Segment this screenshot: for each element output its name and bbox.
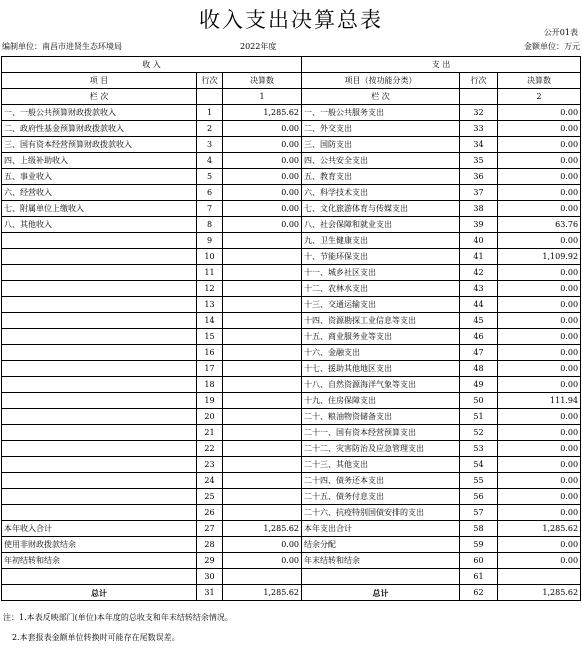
col-rowno-header: 行次 [197, 73, 223, 89]
income-amount: 1,285.62 [223, 521, 302, 537]
expense-item: 二十四、债务还本支出 [302, 473, 460, 489]
income-row-no: 30 [197, 569, 223, 585]
expense-row-no: 61 [460, 569, 498, 585]
income-row-no: 22 [197, 441, 223, 457]
table-row [2, 393, 581, 409]
income-amount [223, 473, 302, 489]
expense-row-no: 42 [460, 265, 498, 281]
income-total-amount: 1,285.62 [223, 585, 302, 601]
income-total-label: 总计 [2, 585, 197, 601]
total-row [2, 585, 581, 601]
expense-total-label: 总计 [302, 585, 460, 601]
budget-table [1, 56, 581, 601]
income-item [2, 425, 197, 441]
expense-row-no: 41 [460, 249, 498, 265]
income-amount [223, 569, 302, 585]
income-item [2, 489, 197, 505]
expense-row-no: 43 [460, 281, 498, 297]
column-header-row [2, 73, 581, 89]
expense-item: 二十二、灾害防治及应急管理支出 [302, 441, 460, 457]
page-title: 收入支出决算总表 [199, 8, 383, 32]
expense-row-no: 56 [460, 489, 498, 505]
expense-amount: 0.00 [498, 137, 581, 153]
expense-item: 二十六、抗疫特别国债安排的支出 [302, 505, 460, 521]
income-row-no: 21 [197, 425, 223, 441]
income-row-no: 11 [197, 265, 223, 281]
income-item [2, 265, 197, 281]
expense-item: 十三、交通运输支出 [302, 297, 460, 313]
table-row [2, 345, 581, 361]
expense-item: 八、社会保障和就业支出 [302, 217, 460, 233]
expense-row-no: 44 [460, 297, 498, 313]
income-item: 使用非财政拨款结余 [2, 537, 197, 553]
table-row [2, 153, 581, 169]
org-label: 编制单位：南昌市进贤生态环境局 [2, 42, 122, 51]
income-row-no: 1 [197, 105, 223, 121]
income-item [2, 377, 197, 393]
income-row-no: 19 [197, 393, 223, 409]
expense-item: 结余分配 [302, 537, 460, 553]
expense-amount: 0.00 [498, 233, 581, 249]
income-item [2, 281, 197, 297]
table-row [2, 553, 581, 569]
expense-item: 十四、资源勘探工业信息等支出 [302, 313, 460, 329]
income-item: 本年收入合计 [2, 521, 197, 537]
col-amount-header: 决算数 [223, 73, 302, 89]
income-row-no: 7 [197, 201, 223, 217]
expense-row-no: 58 [460, 521, 498, 537]
empty-cell [460, 89, 498, 105]
income-item [2, 473, 197, 489]
expense-row-no: 52 [460, 425, 498, 441]
table-row [2, 313, 581, 329]
income-item [2, 249, 197, 265]
income-amount: 0.00 [223, 217, 302, 233]
expense-row-no: 39 [460, 217, 498, 233]
expense-row-no: 34 [460, 137, 498, 153]
income-row-no: 26 [197, 505, 223, 521]
expense-header: 支 出 [302, 57, 581, 73]
expense-amount: 0.00 [498, 473, 581, 489]
income-total-row-no: 31 [197, 585, 223, 601]
table-row [2, 185, 581, 201]
expense-item: 十七、援助其他地区支出 [302, 361, 460, 377]
income-item: 二、政府性基金预算财政拨款收入 [2, 121, 197, 137]
income-amount [223, 393, 302, 409]
expense-amount: 0.00 [498, 489, 581, 505]
unit-label: 金额单位：万元 [524, 42, 580, 51]
expense-item: 十二、农林水支出 [302, 281, 460, 297]
income-row-no: 27 [197, 521, 223, 537]
expense-amount: 0.00 [498, 441, 581, 457]
table-row [2, 105, 581, 121]
income-item: 年初结转和结余 [2, 553, 197, 569]
expense-row-no: 54 [460, 457, 498, 473]
footnote: 注：1.本表反映部门(单位)本年度的总收支和年末结转结余情况。 [3, 613, 233, 622]
expense-amount: 63.76 [498, 217, 581, 233]
income-row-no: 4 [197, 153, 223, 169]
expense-row-no: 40 [460, 233, 498, 249]
expense-item [302, 569, 460, 585]
expense-amount: 1,109.92 [498, 249, 581, 265]
table-row [2, 201, 581, 217]
expense-item: 二十五、债务付息支出 [302, 489, 460, 505]
income-item [2, 457, 197, 473]
table-row [2, 265, 581, 281]
table-row [2, 121, 581, 137]
expense-amount: 0.00 [498, 329, 581, 345]
income-amount: 0.00 [223, 137, 302, 153]
income-header: 收 入 [2, 57, 302, 73]
expense-item: 五、教育支出 [302, 169, 460, 185]
income-item [2, 345, 197, 361]
expense-row-no: 45 [460, 313, 498, 329]
expense-amount: 0.00 [498, 297, 581, 313]
expense-row-no: 47 [460, 345, 498, 361]
income-row-no: 24 [197, 473, 223, 489]
expense-item: 十五、商业服务业等支出 [302, 329, 460, 345]
lanci-label: 栏 次 [2, 89, 197, 105]
expense-amount: 0.00 [498, 361, 581, 377]
table-row [2, 569, 581, 585]
expense-item: 二十一、国有资本经营预算支出 [302, 425, 460, 441]
expense-amount: 0.00 [498, 105, 581, 121]
col-amount-header: 决算数 [498, 73, 581, 89]
expense-amount: 0.00 [498, 345, 581, 361]
empty-cell [197, 89, 223, 105]
income-row-no: 9 [197, 233, 223, 249]
expense-item: 四、公共安全支出 [302, 153, 460, 169]
income-item: 八、其他收入 [2, 217, 197, 233]
income-amount: 0.00 [223, 185, 302, 201]
col-rowno-header: 行次 [460, 73, 498, 89]
income-item [2, 569, 197, 585]
income-amount [223, 345, 302, 361]
income-amount [223, 441, 302, 457]
expense-total-amount: 1,285.62 [498, 585, 581, 601]
income-amount: 0.00 [223, 169, 302, 185]
expense-item: 十九、住房保障支出 [302, 393, 460, 409]
income-amount [223, 249, 302, 265]
income-item [2, 441, 197, 457]
income-amount [223, 457, 302, 473]
expense-row-no: 60 [460, 553, 498, 569]
expense-row-no: 59 [460, 537, 498, 553]
expense-row-no: 35 [460, 153, 498, 169]
income-amount [223, 281, 302, 297]
expense-item: 七、文化旅游体育与传媒支出 [302, 201, 460, 217]
expense-amount: 0.00 [498, 265, 581, 281]
expense-row-no: 53 [460, 441, 498, 457]
expense-item: 十八、自然资源海洋气象等支出 [302, 377, 460, 393]
income-row-no: 5 [197, 169, 223, 185]
income-amount [223, 377, 302, 393]
expense-amount: 1,285.62 [498, 521, 581, 537]
income-row-no: 17 [197, 361, 223, 377]
table-row [2, 137, 581, 153]
report-year: 2022年度 [240, 42, 277, 51]
income-row-no: 13 [197, 297, 223, 313]
expense-row-no: 38 [460, 201, 498, 217]
expense-amount: 0.00 [498, 537, 581, 553]
income-row-no: 2 [197, 121, 223, 137]
table-row [2, 409, 581, 425]
footnote: 2.本套报表金额单位转换时可能存在尾数误差。 [12, 633, 180, 642]
expense-amount: 0.00 [498, 201, 581, 217]
col-item-header: 项 目 [2, 73, 197, 89]
table-row [2, 441, 581, 457]
income-amount [223, 425, 302, 441]
expense-item: 六、科学技术支出 [302, 185, 460, 201]
col-item-func-header: 项目（按功能分类） [302, 73, 460, 89]
expense-amount: 0.00 [498, 153, 581, 169]
expense-row-no: 57 [460, 505, 498, 521]
income-item [2, 297, 197, 313]
lanci-label: 栏 次 [302, 89, 460, 105]
table-row [2, 473, 581, 489]
income-item [2, 409, 197, 425]
table-row [2, 505, 581, 521]
expense-amount: 0.00 [498, 281, 581, 297]
income-row-no: 15 [197, 329, 223, 345]
income-item [2, 361, 197, 377]
expense-amount: 0.00 [498, 409, 581, 425]
income-amount: 0.00 [223, 553, 302, 569]
expense-item: 九、卫生健康支出 [302, 233, 460, 249]
income-row-no: 25 [197, 489, 223, 505]
income-row-no: 3 [197, 137, 223, 153]
section-header-row [2, 57, 581, 73]
expense-amount: 0.00 [498, 121, 581, 137]
income-item [2, 329, 197, 345]
income-amount: 0.00 [223, 537, 302, 553]
expense-item: 二、外交支出 [302, 121, 460, 137]
table-row [2, 281, 581, 297]
expense-amount: 111.94 [498, 393, 581, 409]
income-amount [223, 329, 302, 345]
income-amount [223, 265, 302, 281]
income-item: 一、一般公共预算财政拨款收入 [2, 105, 197, 121]
table-row [2, 329, 581, 345]
expense-row-no: 37 [460, 185, 498, 201]
income-amount [223, 361, 302, 377]
income-amount: 0.00 [223, 201, 302, 217]
table-row [2, 361, 581, 377]
table-row [2, 297, 581, 313]
table-row [2, 217, 581, 233]
income-row-no: 28 [197, 537, 223, 553]
table-row [2, 377, 581, 393]
expense-item: 十六、金融支出 [302, 345, 460, 361]
table-row [2, 249, 581, 265]
income-row-no: 23 [197, 457, 223, 473]
income-amount: 0.00 [223, 153, 302, 169]
expense-amount [498, 569, 581, 585]
expense-amount: 0.00 [498, 457, 581, 473]
income-amount [223, 489, 302, 505]
income-amount [223, 233, 302, 249]
lanci-row [2, 89, 581, 105]
table-row [2, 521, 581, 537]
income-item: 七、附属单位上缴收入 [2, 201, 197, 217]
expense-amount: 0.00 [498, 185, 581, 201]
table-row [2, 457, 581, 473]
income-row-no: 29 [197, 553, 223, 569]
expense-item: 十一、城乡社区支出 [302, 265, 460, 281]
expense-item: 本年支出合计 [302, 521, 460, 537]
expense-row-no: 33 [460, 121, 498, 137]
expense-amount: 0.00 [498, 553, 581, 569]
lanci-col1: 1 [223, 89, 302, 105]
income-item [2, 393, 197, 409]
income-amount: 1,285.62 [223, 105, 302, 121]
income-amount [223, 313, 302, 329]
income-row-no: 8 [197, 217, 223, 233]
income-amount: 0.00 [223, 121, 302, 137]
income-amount [223, 409, 302, 425]
expense-item: 十、节能环保支出 [302, 249, 460, 265]
table-row [2, 425, 581, 441]
expense-item: 三、国防支出 [302, 137, 460, 153]
income-item: 三、国有资本经营预算财政拨款收入 [2, 137, 197, 153]
expense-item: 年末结转和结余 [302, 553, 460, 569]
expense-amount: 0.00 [498, 169, 581, 185]
expense-amount: 0.00 [498, 377, 581, 393]
income-item [2, 505, 197, 521]
lanci-col2: 2 [498, 89, 581, 105]
expense-row-no: 50 [460, 393, 498, 409]
table-row [2, 489, 581, 505]
income-item: 四、上级补助收入 [2, 153, 197, 169]
income-amount [223, 505, 302, 521]
income-row-no: 18 [197, 377, 223, 393]
expense-row-no: 32 [460, 105, 498, 121]
income-item [2, 233, 197, 249]
expense-row-no: 46 [460, 329, 498, 345]
table-row [2, 233, 581, 249]
expense-row-no: 36 [460, 169, 498, 185]
income-item: 六、经营收入 [2, 185, 197, 201]
expense-row-no: 55 [460, 473, 498, 489]
expense-amount: 0.00 [498, 505, 581, 521]
expense-total-row-no: 62 [460, 585, 498, 601]
income-row-no: 16 [197, 345, 223, 361]
expense-row-no: 51 [460, 409, 498, 425]
expense-item: 二十、粮油物资储备支出 [302, 409, 460, 425]
expense-item: 二十三、其他支出 [302, 457, 460, 473]
expense-amount: 0.00 [498, 425, 581, 441]
income-row-no: 6 [197, 185, 223, 201]
form-number: 公开01表 [543, 28, 578, 37]
expense-item: 一、一般公共服务支出 [302, 105, 460, 121]
income-row-no: 20 [197, 409, 223, 425]
expense-row-no: 49 [460, 377, 498, 393]
income-item: 五、事业收入 [2, 169, 197, 185]
table-row [2, 169, 581, 185]
table-row [2, 537, 581, 553]
expense-amount: 0.00 [498, 313, 581, 329]
income-item [2, 313, 197, 329]
income-amount [223, 297, 302, 313]
income-row-no: 12 [197, 281, 223, 297]
expense-row-no: 48 [460, 361, 498, 377]
income-row-no: 10 [197, 249, 223, 265]
income-row-no: 14 [197, 313, 223, 329]
